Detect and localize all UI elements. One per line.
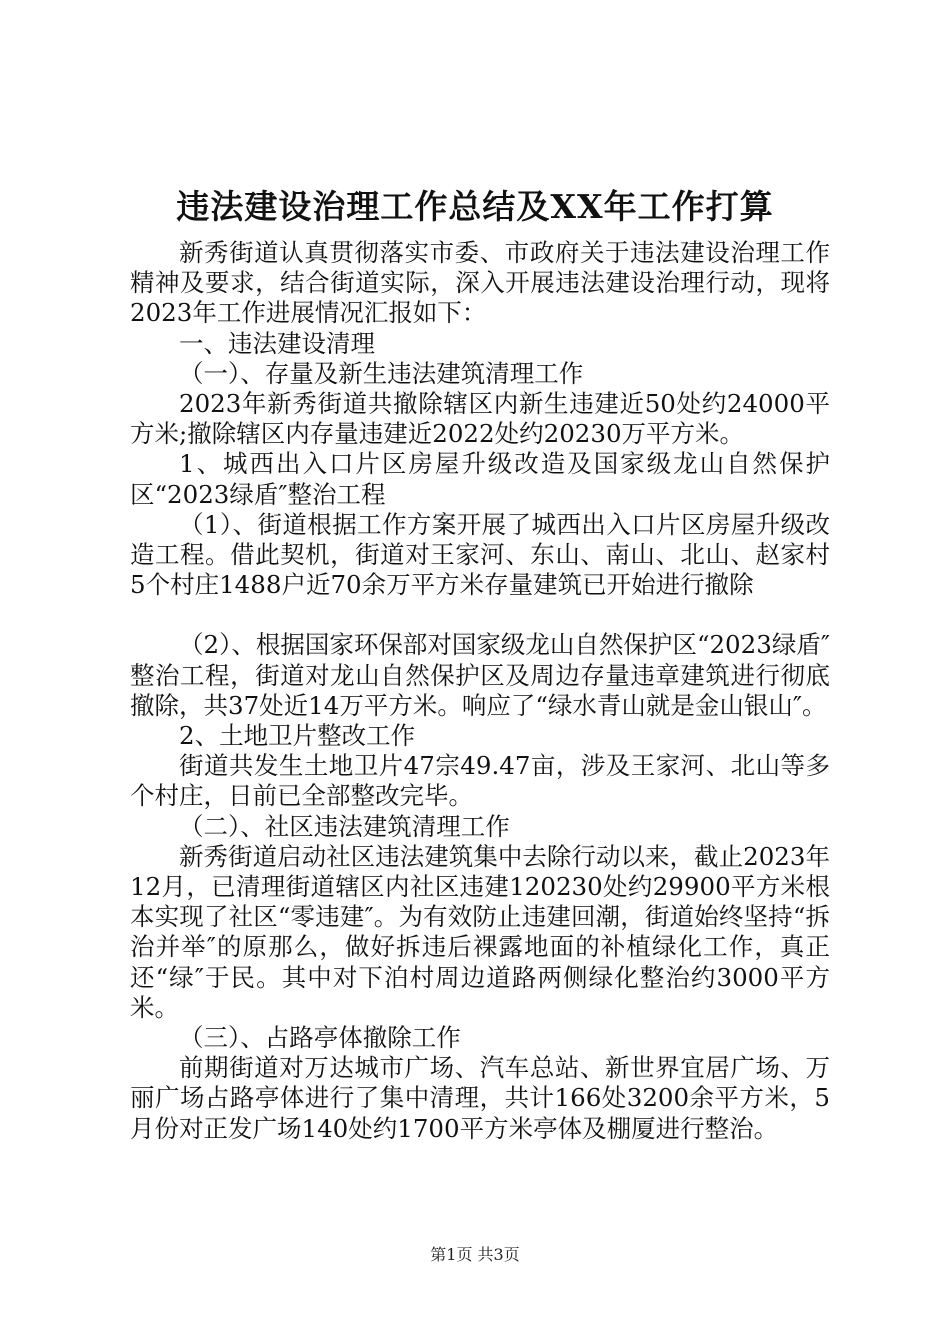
document-body (130, 238, 830, 1144)
item-heading-2: 2、土地卫片整改工作 (179, 721, 416, 751)
section-heading-1: 一、违法建设清理 (179, 328, 375, 358)
paragraph-item-1-2: （2）、根据国家环保部对国家级龙山自然保护区“2023绿盾″整治工程，街道对龙山自然保护区及周边存量违章建筑进行彻底撤除，共37处近14万平方米。响应了“绿水青山就是金山银山″。 (130, 630, 830, 720)
paragraph-kiosk-removal: 前期街道对万达城市广场、汽车总站、新世界宜居广场、万丽广场占路亭体进行了集中清理，共计166处3200余平方米，5月份对正发广场140处约1700平方米亭体及棚厦进行整治。 (130, 1053, 830, 1143)
subsection-heading-1: （一）、存量及新生违法建筑清理工作 (179, 358, 584, 388)
intro-paragraph: 新秀街道认真贯彻落实市委、市政府关于违法建设治理工作精神及要求，结合街道实际，深入开展违法建设治理行动，现将2023年工作进展情况汇报如下： (130, 238, 830, 328)
page-footer (0, 1244, 950, 1266)
subsection-heading-2: （二）、社区违法建筑清理工作 (179, 811, 510, 841)
page-number-label: 第1页 共3页 (430, 1245, 520, 1264)
paragraph-land-rectification: 街道共发生土地卫片47宗49.47亩，涉及王家河、北山等多个村庄，日前已全部整改完毕。 (130, 751, 830, 811)
paragraph-item-1-1: （1）、街道根据工作方案开展了城西出入口片区房屋升级改造工程。借此契机，街道对王家河、东山、南山、北山、赵家村5个村庄1488户近70余万平方米存量建筑已开始进行撤除 (130, 509, 830, 600)
document-title: 违法建设治理工作总结及XX年工作打算 (176, 187, 774, 226)
item-heading-1: 1、城西出入口片区房屋升级改造及国家级龙山自然保护区“2023绿盾″整治工程 (130, 449, 830, 509)
paragraph-community-cleanup: 新秀街道启动社区违法建筑集中去除行动以来，截止2023年12月，已清理街道辖区内社区违建120230处约29900平方米根本实现了社区“零违建″。为有效防止违建回潮，街道始终坚持“拆治并举″的原那么，做好拆违后裸露地面的补植绿化工作，真正还“绿″于民。其中对下泊村周边道路两侧绿化整治约3000平方米。 (130, 841, 830, 1022)
subsection-heading-3: （三）、占路亭体撤除工作 (179, 1023, 461, 1053)
paragraph-demolition-summary: 2023年新秀街道共撤除辖区内新生违建近50处约24000平方米;撤除辖区内存量违建近2022处约20230万平方米。 (130, 389, 830, 449)
